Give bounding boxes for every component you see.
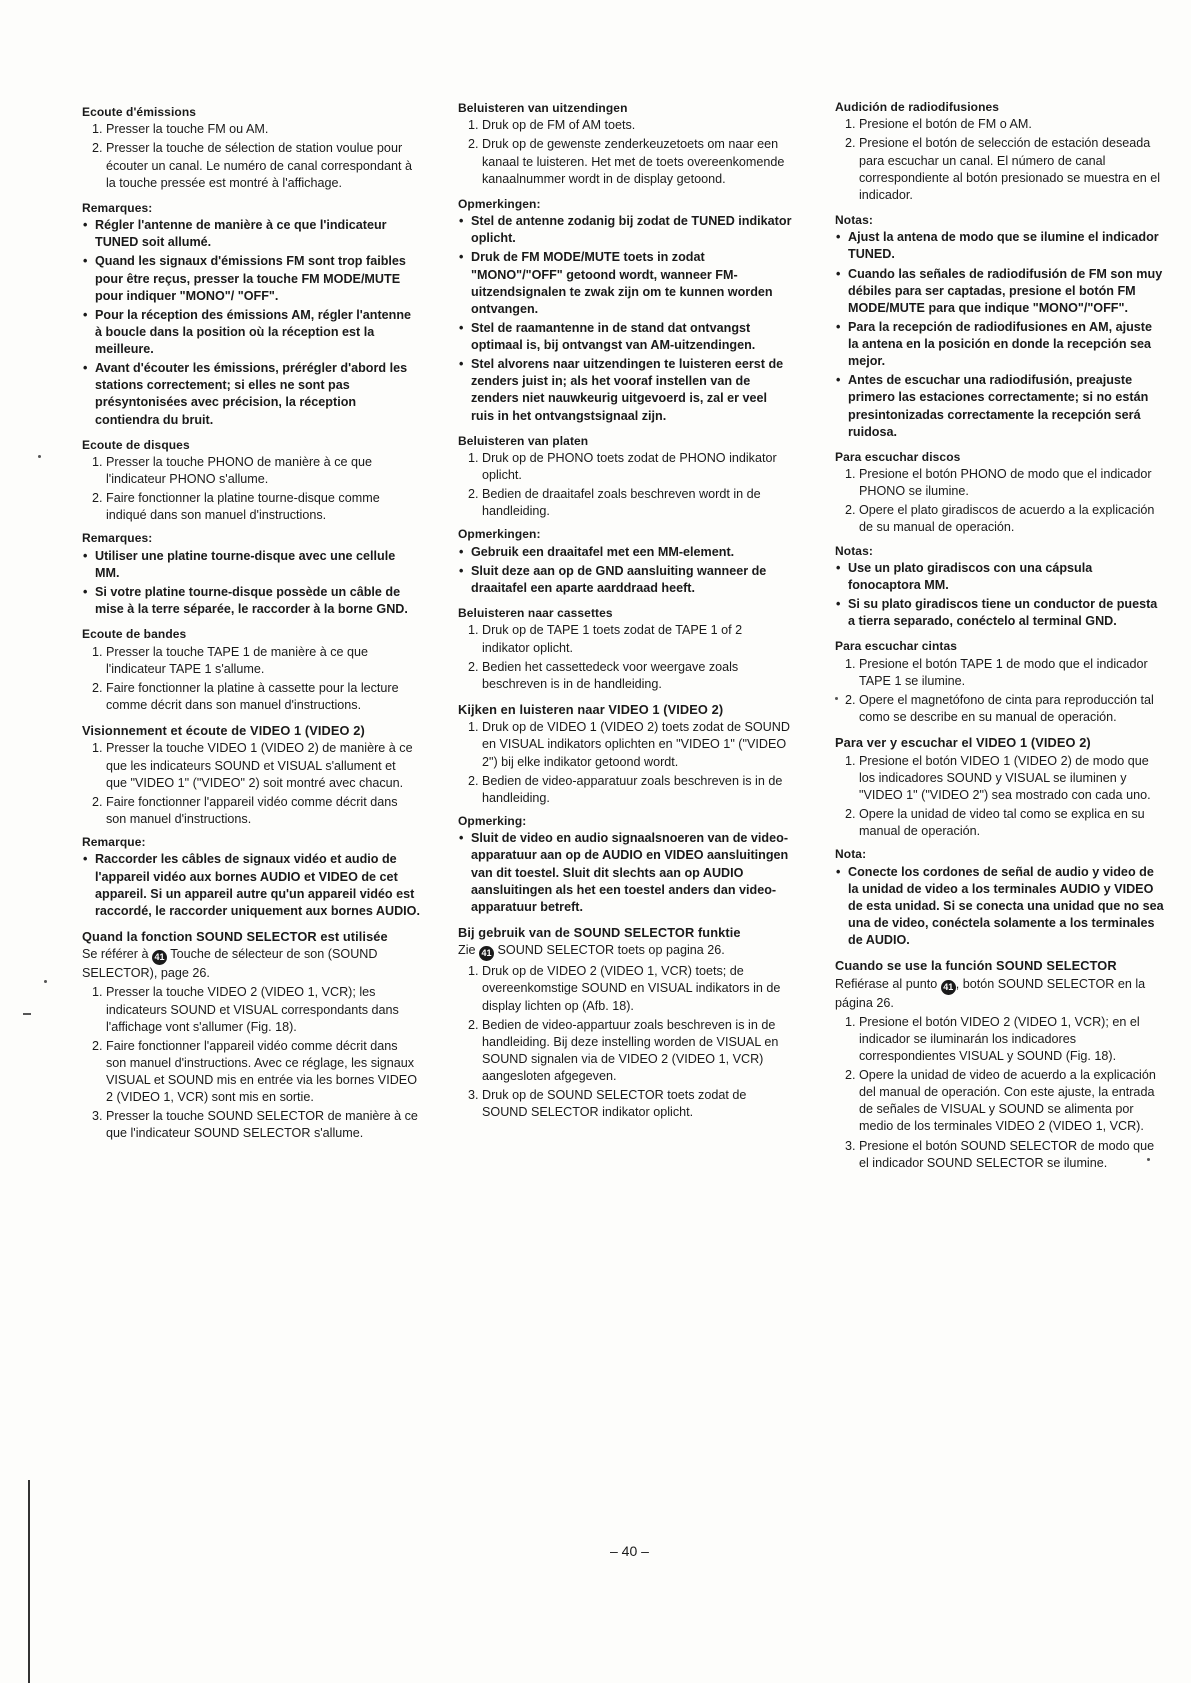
reference-text-before: Refiérase al punto — [835, 976, 938, 991]
reference-text-after: SOUND SELECTOR toets op pagina 26. — [497, 943, 725, 958]
circled-number-icon: 41 — [479, 946, 494, 961]
section-records-nl — [458, 433, 792, 598]
step-item: 1. Druk op de FM of AM toets. — [482, 117, 792, 134]
section-heading: Para escuchar discos — [835, 449, 961, 464]
step-item: 1. Presser la touche FM ou AM. — [106, 121, 420, 138]
scan-speck — [23, 1013, 31, 1015]
notes-heading: Opmerkingen: — [458, 527, 541, 542]
step-item: 1. Presione el botón PHONO de modo que el indicador PHONO se ilumine. — [859, 466, 1165, 500]
section-records-es — [835, 449, 1165, 631]
note-item: • Si su plato giradiscos tiene un conductor de puesta a tierra separado, conéctelo al terminal GND. — [835, 596, 1165, 630]
scan-speck — [44, 980, 47, 983]
step-item: 2. Opere el plato giradiscos de acuerdo a la explicación de su manual de operación. — [859, 502, 1165, 536]
step-item: 2. Opere el magnetófono de cinta para reproducción tal como se describe en su manual de operación. — [859, 692, 1165, 726]
step-item: 1. Presione el botón VIDEO 1 (VIDEO 2) de modo que los indicadores SOUND y VISUAL se iluminen y "VIDEO 1" ("VIDEO 2") sea mostrado con cada uno. — [859, 753, 1165, 804]
reference-text-before: Zie — [458, 943, 476, 958]
section-heading: Ecoute d'émissions — [82, 105, 197, 119]
step-item: 3. Presione el botón SOUND SELECTOR de modo que el indicador SOUND SELECTOR se ilumine. — [859, 1138, 1165, 1172]
step-item: 2. Bedien de video-appartuur zoals beschreven is in de handleiding. Bij deze instelling worden de VISUAL en SOUND signalen via de VIDEO 2 (VIDEO 1, VCR) aangesloten afgegeven. — [482, 1017, 792, 1086]
section-heading: Visionnement et écoute de VIDEO 1 (VIDEO 2) — [82, 723, 365, 739]
note-item: • Stel de antenne zodanig bij zodat de TUNED indikator oplicht. — [458, 213, 792, 247]
step-item: 1. Presser la touche VIDEO 2 (VIDEO 1, VCR); les indicateurs SOUND et VISUAL correspondants dans l'affichage vont s'allumer (Fig. 18). — [106, 984, 420, 1035]
circled-number-icon: 41 — [941, 980, 956, 995]
step-item: 2. Opere la unidad de video tal como se explica en su manual de operación. — [859, 806, 1165, 840]
steps-list — [458, 117, 792, 188]
section-sound-selector-es — [835, 957, 1165, 1172]
section-tapes-fr — [82, 626, 420, 714]
step-item: 1. Presser la touche VIDEO 1 (VIDEO 2) de manière à ce que les indicateurs SOUND et VISUAL s'allument et que "VIDEO 1" ("VIDEO" 2) soit montré avec chacun. — [106, 740, 420, 791]
section-video-es — [835, 734, 1165, 949]
step-item: 1. Presser la touche TAPE 1 de manière à ce que l'indicateur TAPE 1 s'allume. — [106, 644, 420, 678]
column-spanish — [835, 99, 1165, 1180]
steps-list — [835, 656, 1165, 727]
notes-list — [835, 864, 1165, 950]
note-item: • Sluit de video en audio signaalsnoeren van de video-apparatuur aan op de AUDIO en VIDEO aansluitingen van dit toestel. Sluit dit slechts aan op AUDIO aansluitingen als het een toestel anders dan video-apparatuur betreft. — [458, 830, 792, 916]
notes-list — [82, 851, 420, 920]
note-item: • Cuando las señales de radiodifusión de FM son muy débiles para ser captadas, presione el botón FM MODE/MUTE para que indique "MONO"/"OFF". — [835, 266, 1165, 317]
notes-list — [458, 544, 792, 597]
circled-number-icon: 41 — [152, 950, 167, 965]
page-number: – 40 – — [610, 1543, 649, 1559]
steps-list — [835, 466, 1165, 537]
section-heading: Beluisteren van uitzendingen — [458, 101, 628, 115]
steps-list — [82, 984, 420, 1142]
column-dutch — [458, 100, 792, 1129]
steps-list — [835, 116, 1165, 204]
notes-heading: Remarques: — [82, 200, 153, 215]
note-item: • Raccorder les câbles de signaux vidéo et audio de l'appareil vidéo aux bornes AUDIO et VIDEO de cet appareil. Si un appareil autre qu'un appareil vidéo est raccordé, le raccorder uniquement aux bornes AUDIO. — [82, 851, 420, 920]
note-item: • Stel alvorens naar uitzendingen te luisteren eerst de zenders juist in; als het vooraf instellen van de zenders niet nauwkeurig uitgevoerd is, zal er veel ruis in het ontvangstsignaal zijn. — [458, 356, 792, 425]
reference-text-after: Touche de sélecteur de son (SOUND SELECTOR), page 26. — [82, 947, 378, 981]
section-heading: Beluisteren naar cassettes — [458, 606, 613, 621]
section-video-fr — [82, 722, 420, 920]
note-item: • Gebruik een draaitafel met een MM-element. — [458, 544, 792, 561]
steps-list — [82, 121, 420, 192]
section-tapes-nl — [458, 605, 792, 693]
steps-list — [458, 719, 792, 807]
section-heading: Kijken en luisteren naar VIDEO 1 (VIDEO 2) — [458, 701, 724, 717]
steps-list — [835, 753, 1165, 841]
note-item: • Druk de FM MODE/MUTE toets in zodat "MONO"/"OFF" getoond wordt, wanneer FM-uitzendsignalen te zwak zijn om te kunnen worden ontvangen. — [458, 249, 792, 318]
notes-heading: Remarques: — [82, 531, 153, 546]
section-sound-selector-nl — [458, 924, 792, 1122]
notes-list — [82, 548, 420, 619]
section-radio-nl — [458, 100, 792, 425]
step-item: 2. Bedien de draaitafel zoals beschreven wordt in de handleiding. — [482, 486, 792, 520]
note-item: • Pour la réception des émissions AM, régler l'antenne à boucle dans la position où la réception est la meilleure. — [82, 307, 420, 358]
reference-text-after: , botón SOUND SELECTOR en la página 26. — [835, 976, 1146, 1010]
note-item: • Régler l'antenne de manière à ce que l'indicateur TUNED soit allumé. — [82, 217, 420, 251]
step-item: 2. Presione el botón de selección de estación deseada para escuchar un canal. El número de canal correspondiente al botón presionado se muestra en el indicador. — [859, 135, 1165, 204]
notes-list — [835, 229, 1165, 441]
step-item: 1. Presione el botón TAPE 1 de modo que el indicador TAPE 1 se ilumine. — [859, 656, 1165, 690]
note-item: • Quand les signaux d'émissions FM sont trop faibles pour être reçus, presser la touche FM MODE/MUTE pour indiquer "MONO"/ "OFF". — [82, 253, 420, 304]
section-radio-es — [835, 99, 1165, 441]
step-item: 2. Bedien het cassettedeck voor weergave zoals beschreven is in de handleiding. — [482, 659, 792, 693]
reference-text-before: Se référer à — [82, 947, 149, 962]
steps-list — [82, 454, 420, 525]
step-item: 2. Presser la touche de sélection de station voulue pour écouter un canal. Le numéro de canal correspondant à la touche pressée est montré à l'affichage. — [106, 140, 420, 191]
note-item: • Stel de raamantenne in de stand dat ontvangst optimaal is, bij ontvangst van AM-uitzendingen. — [458, 320, 792, 354]
notes-list — [458, 830, 792, 916]
section-heading: Para ver y escuchar el VIDEO 1 (VIDEO 2) — [835, 735, 1091, 751]
reference-text — [835, 976, 1165, 1012]
section-heading: Beluisteren van platen — [458, 433, 589, 448]
step-item: 2. Faire fonctionner l'appareil vidéo comme décrit dans son manuel d'instructions. — [106, 794, 420, 828]
step-item: 3. Druk op de SOUND SELECTOR toets zodat de SOUND SELECTOR indikator oplicht. — [482, 1087, 792, 1121]
scan-edge-line — [28, 1480, 30, 1683]
section-video-nl — [458, 701, 792, 916]
note-item: • Avant d'écouter les émissions, prérégler d'abord les stations correctement; si elles ne sont pas présyntonisées avec précision, la réception contiendra du bruit. — [82, 360, 420, 429]
section-records-fr — [82, 437, 420, 619]
notes-heading: Nota: — [835, 847, 867, 862]
step-item: 1. Presser la touche PHONO de manière à ce que l'indicateur PHONO s'allume. — [106, 454, 420, 488]
section-sound-selector-fr — [82, 928, 420, 1143]
section-heading: Cuando se use la función SOUND SELECTOR — [835, 958, 1117, 974]
note-item: • Antes de escuchar una radiodifusión, preajuste primero las estaciones correctamente; si no están presintonizadas correctamente la recepción será ruidosa. — [835, 372, 1165, 441]
step-item: 2. Faire fonctionner la platine à cassette pour la lecture comme décrit dans son manuel d'instructions. — [106, 680, 420, 714]
section-heading: Para escuchar cintas — [835, 639, 958, 654]
section-radio-fr — [82, 104, 420, 429]
notes-list — [82, 217, 420, 429]
steps-list — [82, 644, 420, 715]
section-tapes-es — [835, 638, 1165, 726]
reference-text — [458, 942, 792, 961]
steps-list — [835, 1014, 1165, 1172]
steps-list — [458, 450, 792, 521]
step-item: 3. Presser la touche SOUND SELECTOR de manière à ce que l'indicateur SOUND SELECTOR s'allume. — [106, 1108, 420, 1142]
step-item: 1. Druk op de VIDEO 1 (VIDEO 2) toets zodat de SOUND en VISUAL indikators oplichten en "VIDEO 1" ("VIDEO 2") bij elke indikator getoond wordt. — [482, 719, 792, 770]
note-item: • Si votre platine tourne-disque possède un câble de mise à la terre séparée, le raccorder à la borne GND. — [82, 584, 420, 618]
section-heading: Audición de radiodifusiones — [835, 100, 1000, 114]
step-item: 2. Opere la unidad de video de acuerdo a la explicación del manual de operación. Con este ajuste, la entrada de señales de VISUAL y SOUND se alimenta por medio de los terminales VIDEO 2 (VIDEO 1, VCR). — [859, 1067, 1165, 1136]
note-item: • Utiliser une platine tourne-disque avec une cellule MM. — [82, 548, 420, 582]
step-item: 2. Bedien de video-apparatuur zoals beschreven is in de handleiding. — [482, 773, 792, 807]
notes-list — [458, 213, 792, 425]
notes-heading: Remarque: — [82, 835, 146, 850]
reference-text — [82, 946, 420, 982]
section-heading: Bij gebruik van de SOUND SELECTOR funktie — [458, 924, 741, 940]
notes-heading: Opmerking: — [458, 813, 527, 828]
notes-heading: Notas: — [835, 543, 873, 558]
note-item: • Use un plato giradiscos con una cápsula fonocaptora MM. — [835, 560, 1165, 594]
column-french — [82, 104, 420, 1151]
note-item: • Conecte los cordones de señal de audio y video de la unidad de video a los terminales AUDIO y VIDEO de esta unidad. Si se conecta una unidad que no sea una de video, conéctela solamente a los terminales de AUDIO. — [835, 864, 1165, 950]
notes-heading: Notas: — [835, 212, 873, 227]
step-item: 1. Druk op de TAPE 1 toets zodat de TAPE 1 of 2 indikator oplicht. — [482, 622, 792, 656]
scan-speck — [38, 455, 41, 458]
step-item: 1. Druk op de VIDEO 2 (VIDEO 1, VCR) toets; de overeenkomstige SOUND en VISUAL indikators in de display lichten op (Afb. 18). — [482, 963, 792, 1014]
section-heading: Ecoute de bandes — [82, 627, 187, 642]
steps-list — [82, 740, 420, 828]
steps-list — [458, 963, 792, 1121]
step-item: 2. Druk op de gewenste zenderkeuzetoets om naar een kanaal te luisteren. Het met de toets overeenkomende kanaalnummer wordt in de display getoond. — [482, 136, 792, 187]
note-item: • Ajust la antena de modo que se ilumine el indicador TUNED. — [835, 229, 1165, 263]
step-item: 2. Faire fonctionner la platine tourne-disque comme indiqué dans son manuel d'instructions. — [106, 490, 420, 524]
section-heading: Ecoute de disques — [82, 437, 190, 452]
step-item: 1. Presione el botón VIDEO 2 (VIDEO 1, VCR); en el indicador se iluminarán los indicadores correspondientes VISUAL y SOUND (Fig. 18). — [859, 1014, 1165, 1065]
note-item: • Para la recepción de radiodifusiones en AM, ajuste la antena en la posición en donde la recepción sea mejor. — [835, 319, 1165, 370]
section-heading: Quand la fonction SOUND SELECTOR est utilisée — [82, 928, 388, 944]
notes-list — [835, 560, 1165, 631]
steps-list — [458, 622, 792, 693]
notes-heading: Opmerkingen: — [458, 196, 541, 211]
note-item: • Sluit deze aan op de GND aansluiting wanneer de draaitafel een aparte aarddraad heeft. — [458, 563, 792, 597]
step-item: 1. Presione el botón de FM o AM. — [859, 116, 1165, 133]
step-item: 2. Faire fonctionner l'appareil vidéo comme décrit dans son manuel d'instructions. Avec ce réglage, les signaux VISUAL et SOUND mis en entrée via les bornes VIDEO 2 (VIDEO 1, VCR) sont mis en sortie. — [106, 1038, 420, 1107]
step-item: 1. Druk op de PHONO toets zodat de PHONO indikator oplicht. — [482, 450, 792, 484]
